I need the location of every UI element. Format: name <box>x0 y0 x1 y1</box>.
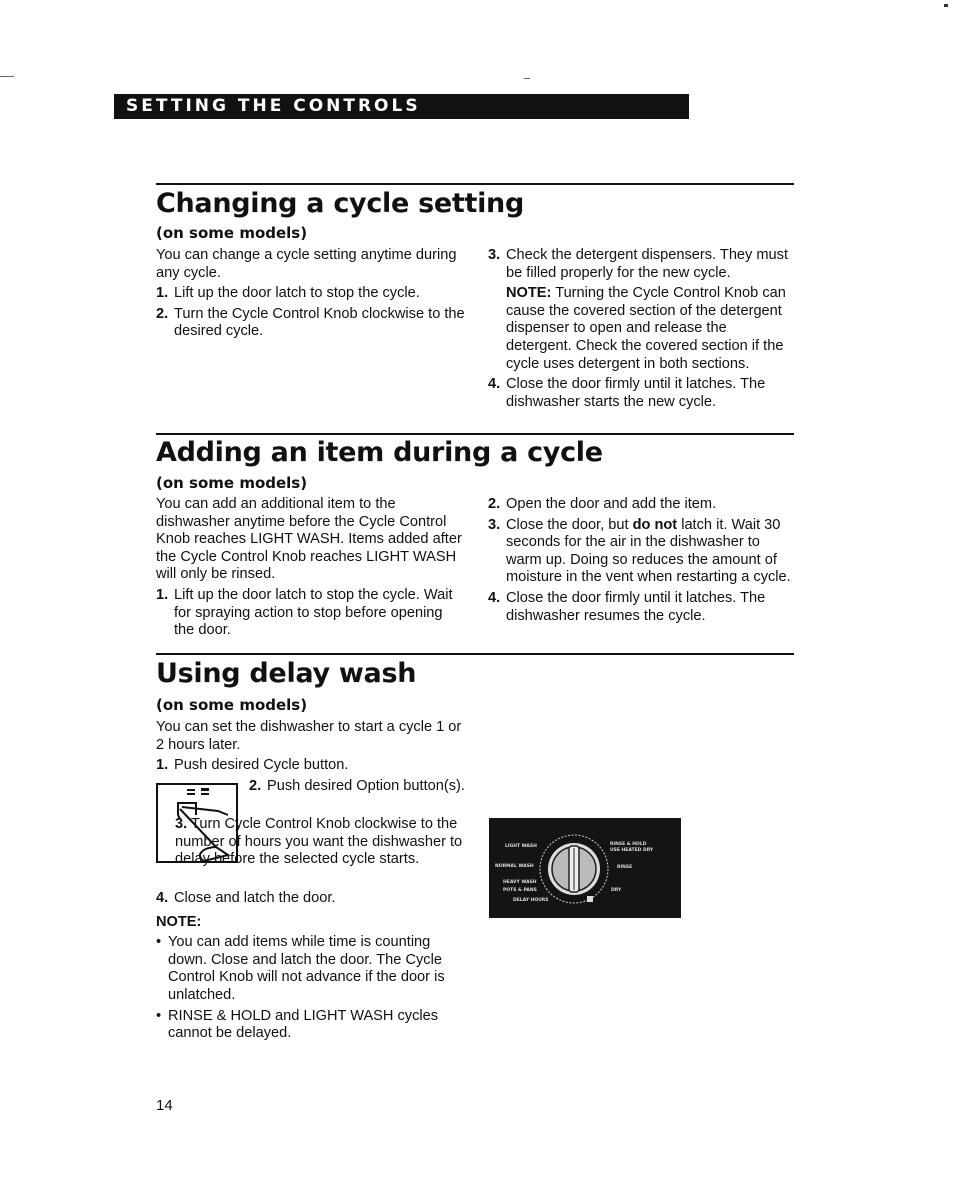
panel-label: HEAVY WASH <box>503 880 537 885</box>
step-text: Turn the Cycle Control Knob clockwise to the desired cycle. <box>174 305 465 340</box>
step <box>488 496 796 514</box>
step-number: 3. <box>488 516 501 533</box>
step-text: Close the door, but <box>506 516 633 533</box>
step-text: Lift up the door latch to stop the cycle. <box>174 285 420 302</box>
step-text: Push desired Cycle button. <box>174 757 349 774</box>
section-title: Adding an item during a cycle <box>156 437 603 468</box>
step-number: 4. <box>488 376 501 393</box>
step-number: 1. <box>156 285 169 302</box>
step-text: Close the door firmly until it latches. The dishwasher starts the new cycle. <box>506 376 766 410</box>
list-item: • You can add items while time is counting down. Close and latch the door. The Cycle Control Knob will not advance if the door is unlatched. <box>156 934 466 1004</box>
left-column <box>156 247 466 344</box>
panel-label: LIGHT WASH <box>505 844 537 849</box>
delay-step-4 <box>156 890 466 1046</box>
panel-label: NORMAL WASH <box>495 864 534 869</box>
bullet-text: You can add items while time is counting down. Close and latch the door. The Cycle Control Knob will not advance if the door is unlatched. <box>168 934 445 1003</box>
step <box>156 587 464 640</box>
section-subtitle: (on some models) <box>156 224 308 242</box>
step-text: Open the door and add the item. <box>506 496 717 512</box>
step-text: Close and latch the door. <box>174 890 336 906</box>
step-text: Lift up the door latch to stop the cycle. Wait for spraying action to stop before opening the door. <box>174 586 453 639</box>
note-label: NOTE: <box>156 913 202 930</box>
step-text: Check the detergent dispensers. They must be filled properly for the new cycle. <box>506 247 789 281</box>
section-banner: SETTING THE CONTROLS <box>114 94 689 119</box>
page-number: 14 <box>156 1097 173 1114</box>
section-subtitle: (on some models) <box>156 696 308 714</box>
step-text: Turn Cycle Control Knob clockwise to the number of hours you want the dishwasher to delay before the selected cycle starts. <box>175 816 463 868</box>
list-item: • RINSE & HOLD and LIGHT WASH cycles cannot be delayed. <box>156 1008 466 1043</box>
step <box>488 590 796 625</box>
note-text: Turning the Cycle Control Knob can cause the covered section of the detergent dispenser to open and release the detergent. Check the covered section if the cycle uses detergent in both sections. <box>506 285 786 372</box>
panel-label: DELAY HOURS <box>513 898 549 903</box>
delay-step-3 <box>175 816 471 872</box>
step <box>156 306 466 341</box>
note-label: NOTE: <box>506 285 552 302</box>
step-number: 1. <box>156 757 169 774</box>
section-subtitle: (on some models) <box>156 474 308 492</box>
section-rule <box>156 433 794 435</box>
panel-label: RINSE & HOLD <box>610 842 647 847</box>
step <box>488 247 794 282</box>
step-text: latch it. Wait 30 seconds for the air in the dishwasher to warm up. Doing so reduces the amount of moisture in the vent when restarting a cycle. <box>506 516 791 586</box>
step <box>156 757 466 775</box>
right-column <box>488 247 794 414</box>
control-panel-image <box>489 818 681 918</box>
delay-intro <box>156 719 466 778</box>
intro-text: You can set the dishwasher to start a cycle 1 or 2 hours later. <box>156 719 462 753</box>
panel-label: POTS & PANS <box>503 888 537 893</box>
left-column <box>156 496 464 643</box>
section-title: Using delay wash <box>156 658 417 689</box>
panel-label: RINSE <box>617 865 633 870</box>
step <box>249 778 469 796</box>
intro-text: You can add an additional item to the dishwasher anytime before the Cycle Control Knob reaches LIGHT WASH. Items added after the Cycle Control Knob reaches LIGHT WASH will only be rinsed. <box>156 496 462 583</box>
delay-steps-right <box>249 778 469 799</box>
emphasis-text: do not <box>632 516 678 533</box>
step-text: Close the door firmly until it latches. The dishwasher resumes the cycle. <box>506 589 766 624</box>
step-number: 3. <box>488 247 501 263</box>
step-number: 3. <box>175 816 188 832</box>
step-number: 2. <box>488 496 501 512</box>
section-title: Changing a cycle setting <box>156 188 525 219</box>
step-number: 4. <box>156 890 169 906</box>
bullet-text: RINSE & HOLD and LIGHT WASH cycles cannot be delayed. <box>168 1007 439 1042</box>
step <box>156 285 466 303</box>
intro-text: You can change a cycle setting anytime during any cycle. <box>156 247 457 281</box>
step <box>488 517 796 587</box>
right-column <box>488 496 796 628</box>
step-number: 2. <box>249 778 262 794</box>
note <box>488 285 794 373</box>
section-rule <box>156 183 794 185</box>
step-number: 1. <box>156 586 169 603</box>
step <box>156 890 466 908</box>
step-number: 4. <box>488 589 501 606</box>
step <box>488 376 794 411</box>
step-number: 2. <box>156 305 169 322</box>
panel-label: USE HEATED DRY <box>610 848 654 853</box>
step-text: Push desired Option button(s). <box>267 778 465 794</box>
section-rule <box>156 653 794 655</box>
panel-label: DRY <box>611 888 622 893</box>
